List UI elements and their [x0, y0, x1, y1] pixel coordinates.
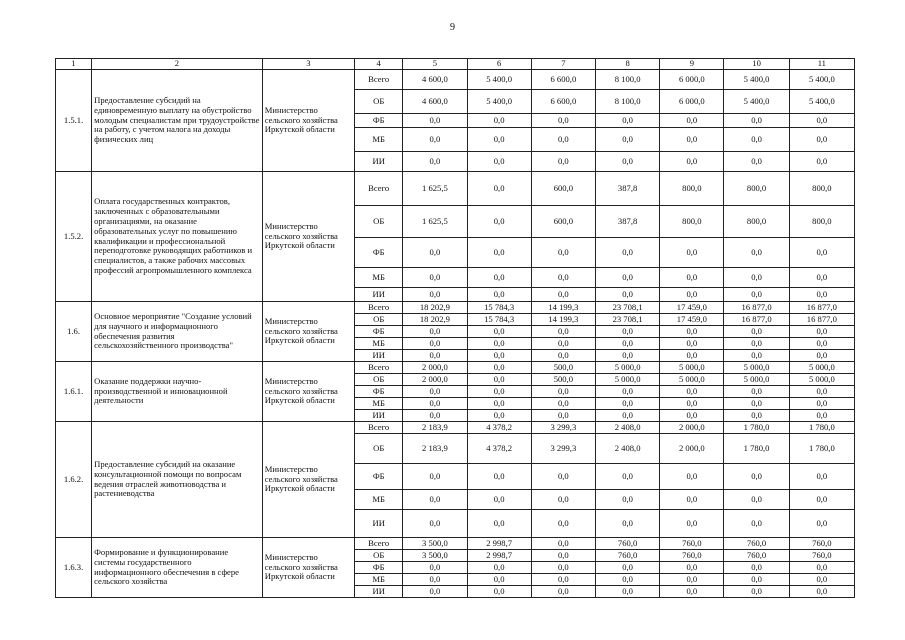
header-cell: 3: [262, 59, 354, 70]
amount-cell: 0,0: [595, 490, 659, 510]
amount-cell: 0,0: [531, 490, 595, 510]
amount-cell: 0,0: [724, 574, 789, 586]
amount-cell: 2 000,0: [660, 422, 724, 434]
amount-cell: 0,0: [595, 350, 659, 362]
funding-source: МБ: [355, 268, 403, 288]
amount-cell: 0,0: [660, 410, 724, 422]
amount-cell: 0,0: [403, 562, 467, 574]
amount-cell: 0,0: [467, 350, 531, 362]
amount-cell: 0,0: [467, 172, 531, 206]
amount-cell: 0,0: [467, 152, 531, 172]
header-cell: 9: [660, 59, 724, 70]
amount-cell: 0,0: [660, 574, 724, 586]
amount-cell: 0,0: [595, 464, 659, 490]
amount-cell: 0,0: [660, 510, 724, 538]
funding-source: ФБ: [355, 114, 403, 128]
amount-cell: 0,0: [467, 490, 531, 510]
funding-source: ФБ: [355, 464, 403, 490]
amount-cell: 0,0: [724, 238, 789, 268]
amount-cell: 0,0: [467, 574, 531, 586]
header-cell: 4: [355, 59, 403, 70]
amount-cell: 0,0: [467, 464, 531, 490]
amount-cell: 0,0: [403, 238, 467, 268]
amount-cell: 800,0: [660, 206, 724, 238]
amount-cell: 0,0: [660, 398, 724, 410]
amount-cell: 0,0: [531, 288, 595, 302]
amount-cell: 0,0: [724, 464, 789, 490]
amount-cell: 1 625,5: [403, 206, 467, 238]
amount-cell: 0,0: [724, 338, 789, 350]
measure-name: Оказание поддержки научно-производственной и инновационной деятельности: [92, 362, 263, 422]
amount-cell: 0,0: [789, 152, 854, 172]
amount-cell: 23 708,1: [595, 302, 659, 314]
amount-cell: 5 400,0: [467, 70, 531, 90]
amount-cell: 0,0: [724, 288, 789, 302]
amount-cell: 0,0: [789, 288, 854, 302]
amount-cell: 6 000,0: [660, 70, 724, 90]
amount-cell: 0,0: [660, 152, 724, 172]
amount-cell: 0,0: [467, 398, 531, 410]
header-cell: 2: [92, 59, 263, 70]
funding-source: ОБ: [355, 90, 403, 114]
amount-cell: 760,0: [660, 550, 724, 562]
amount-cell: 0,0: [660, 350, 724, 362]
amount-cell: 0,0: [403, 326, 467, 338]
amount-cell: 2 998,7: [467, 550, 531, 562]
amount-cell: 0,0: [724, 410, 789, 422]
amount-cell: 0,0: [467, 206, 531, 238]
responsible-executor: Министерство сельского хозяйства Иркутской области: [262, 422, 354, 538]
amount-cell: 800,0: [789, 172, 854, 206]
amount-cell: 0,0: [403, 338, 467, 350]
amount-cell: 0,0: [531, 152, 595, 172]
measure-name: Основное мероприятие "Создание условий для научного и информационного обеспечения развития сельскохозяйственного производства": [92, 302, 263, 362]
amount-cell: 0,0: [403, 490, 467, 510]
amount-cell: 0,0: [531, 464, 595, 490]
amount-cell: 6 600,0: [531, 70, 595, 90]
amount-cell: 0,0: [660, 562, 724, 574]
amount-cell: 0,0: [531, 338, 595, 350]
amount-cell: 0,0: [595, 338, 659, 350]
funding-source: Всего: [355, 70, 403, 90]
amount-cell: 800,0: [724, 172, 789, 206]
amount-cell: 0,0: [724, 398, 789, 410]
amount-cell: 760,0: [595, 538, 659, 550]
amount-cell: 5 400,0: [724, 90, 789, 114]
funding-source: ОБ: [355, 206, 403, 238]
amount-cell: 0,0: [789, 386, 854, 398]
amount-cell: 800,0: [789, 206, 854, 238]
amount-cell: 0,0: [789, 268, 854, 288]
amount-cell: 0,0: [724, 152, 789, 172]
amount-cell: 0,0: [724, 510, 789, 538]
amount-cell: 17 459,0: [660, 302, 724, 314]
funding-source: ИИ: [355, 350, 403, 362]
header-cell: 1: [56, 59, 92, 70]
funding-source: ИИ: [355, 510, 403, 538]
amount-cell: 0,0: [595, 562, 659, 574]
amount-cell: 2 183,9: [403, 422, 467, 434]
amount-cell: 0,0: [789, 398, 854, 410]
amount-cell: 0,0: [660, 586, 724, 598]
amount-cell: 600,0: [531, 172, 595, 206]
page-number: 9: [450, 22, 455, 33]
responsible-executor: Министерство сельского хозяйства Иркутской области: [262, 302, 354, 362]
amount-cell: 0,0: [531, 538, 595, 550]
amount-cell: 0,0: [660, 464, 724, 490]
header-cell: 7: [531, 59, 595, 70]
amount-cell: 3 500,0: [403, 538, 467, 550]
amount-cell: 0,0: [595, 410, 659, 422]
amount-cell: 0,0: [789, 562, 854, 574]
amount-cell: 0,0: [789, 490, 854, 510]
header-cell: 11: [789, 59, 854, 70]
amount-cell: 0,0: [531, 128, 595, 152]
amount-cell: 0,0: [789, 574, 854, 586]
measure-name: Формирование и функционирование системы государственного информационного обеспечения в сфере сельского хозяйства: [92, 538, 263, 598]
amount-cell: 760,0: [789, 538, 854, 550]
amount-cell: 8 100,0: [595, 70, 659, 90]
amount-cell: 18 202,9: [403, 314, 467, 326]
amount-cell: 5 000,0: [660, 374, 724, 386]
amount-cell: 0,0: [789, 114, 854, 128]
funding-source: ИИ: [355, 288, 403, 302]
amount-cell: 0,0: [595, 128, 659, 152]
amount-cell: 0,0: [403, 288, 467, 302]
row-number: 1.6.: [56, 302, 92, 362]
table-row: [56, 172, 855, 206]
amount-cell: 0,0: [403, 128, 467, 152]
amount-cell: 0,0: [403, 510, 467, 538]
amount-cell: 0,0: [789, 338, 854, 350]
amount-cell: 1 780,0: [789, 422, 854, 434]
responsible-executor: Министерство сельского хозяйства Иркутской области: [262, 538, 354, 598]
amount-cell: 0,0: [789, 510, 854, 538]
amount-cell: 0,0: [467, 362, 531, 374]
funding-source: МБ: [355, 490, 403, 510]
amount-cell: 1 780,0: [724, 434, 789, 464]
table-row: [56, 302, 855, 314]
funding-source: МБ: [355, 338, 403, 350]
amount-cell: 0,0: [403, 350, 467, 362]
amount-cell: 0,0: [531, 386, 595, 398]
funding-source: Всего: [355, 538, 403, 550]
amount-cell: 5 000,0: [595, 374, 659, 386]
amount-cell: 0,0: [724, 128, 789, 152]
amount-cell: 17 459,0: [660, 314, 724, 326]
amount-cell: 0,0: [467, 374, 531, 386]
amount-cell: 2 183,9: [403, 434, 467, 464]
amount-cell: 0,0: [467, 288, 531, 302]
responsible-executor: Министерство сельского хозяйства Иркутской области: [262, 70, 354, 172]
funding-source: Всего: [355, 362, 403, 374]
amount-cell: 0,0: [403, 586, 467, 598]
header-cell: 10: [724, 59, 789, 70]
amount-cell: 760,0: [595, 550, 659, 562]
amount-cell: 0,0: [467, 128, 531, 152]
amount-cell: 0,0: [660, 338, 724, 350]
amount-cell: 0,0: [531, 510, 595, 538]
amount-cell: 0,0: [660, 386, 724, 398]
funding-source: ФБ: [355, 562, 403, 574]
amount-cell: 387,8: [595, 172, 659, 206]
amount-cell: 16 877,0: [789, 314, 854, 326]
amount-cell: 0,0: [403, 152, 467, 172]
amount-cell: 0,0: [724, 586, 789, 598]
amount-cell: 2 000,0: [403, 362, 467, 374]
amount-cell: 5 400,0: [789, 90, 854, 114]
row-number: 1.5.1.: [56, 70, 92, 172]
funding-source: ИИ: [355, 410, 403, 422]
amount-cell: 14 199,3: [531, 314, 595, 326]
amount-cell: 5 000,0: [660, 362, 724, 374]
table-row: [56, 538, 855, 550]
amount-cell: 500,0: [531, 374, 595, 386]
amount-cell: 800,0: [724, 206, 789, 238]
amount-cell: 4 600,0: [403, 70, 467, 90]
amount-cell: 0,0: [595, 238, 659, 268]
amount-cell: 0,0: [724, 562, 789, 574]
amount-cell: 500,0: [531, 362, 595, 374]
amount-cell: 0,0: [789, 326, 854, 338]
amount-cell: 0,0: [531, 350, 595, 362]
responsible-executor: Министерство сельского хозяйства Иркутской области: [262, 362, 354, 422]
table-body: [56, 59, 855, 598]
amount-cell: 0,0: [403, 386, 467, 398]
amount-cell: 23 708,1: [595, 314, 659, 326]
amount-cell: 0,0: [531, 114, 595, 128]
amount-cell: 0,0: [724, 386, 789, 398]
amount-cell: 0,0: [531, 326, 595, 338]
amount-cell: 0,0: [789, 410, 854, 422]
amount-cell: 5 400,0: [467, 90, 531, 114]
amount-cell: 0,0: [660, 288, 724, 302]
amount-cell: 0,0: [467, 114, 531, 128]
amount-cell: 0,0: [724, 350, 789, 362]
amount-cell: 0,0: [789, 464, 854, 490]
amount-cell: 0,0: [660, 490, 724, 510]
measure-name: Предоставление субсидий на оказание консультационной помощи по вопросам ведения отраслей животноводства и растениеводства: [92, 422, 263, 538]
amount-cell: 16 877,0: [724, 302, 789, 314]
amount-cell: 15 784,3: [467, 302, 531, 314]
funding-source: ФБ: [355, 386, 403, 398]
amount-cell: 5 000,0: [724, 374, 789, 386]
amount-cell: 0,0: [403, 268, 467, 288]
amount-cell: 0,0: [595, 510, 659, 538]
amount-cell: 0,0: [531, 238, 595, 268]
funding-source: ОБ: [355, 314, 403, 326]
amount-cell: 5 000,0: [789, 374, 854, 386]
amount-cell: 0,0: [595, 386, 659, 398]
amount-cell: 0,0: [595, 574, 659, 586]
amount-cell: 0,0: [467, 410, 531, 422]
amount-cell: 800,0: [660, 172, 724, 206]
funding-source: МБ: [355, 128, 403, 152]
amount-cell: 0,0: [467, 268, 531, 288]
amount-cell: 0,0: [595, 326, 659, 338]
amount-cell: 4 378,2: [467, 422, 531, 434]
amount-cell: 0,0: [789, 586, 854, 598]
amount-cell: 5 000,0: [789, 362, 854, 374]
amount-cell: 5 400,0: [789, 70, 854, 90]
amount-cell: 2 408,0: [595, 434, 659, 464]
amount-cell: 0,0: [660, 128, 724, 152]
measure-name: Оплата государственных контрактов, заключенных с образовательными организациями, на оказание образовательных услуг по повышению квалификации и профессиональной переподготовке руководящих работников и специалистов, а также рабочих массовых профессий агропромышленного комплекса: [92, 172, 263, 302]
amount-cell: 6 000,0: [660, 90, 724, 114]
amount-cell: 0,0: [531, 398, 595, 410]
funding-source: ОБ: [355, 550, 403, 562]
funding-source: ОБ: [355, 374, 403, 386]
funding-source: ИИ: [355, 586, 403, 598]
amount-cell: 0,0: [531, 586, 595, 598]
row-number: 1.6.2.: [56, 422, 92, 538]
amount-cell: 15 784,3: [467, 314, 531, 326]
amount-cell: 5 400,0: [724, 70, 789, 90]
amount-cell: 0,0: [531, 574, 595, 586]
row-number: 1.6.1.: [56, 362, 92, 422]
funding-source: Всего: [355, 172, 403, 206]
amount-cell: 1 780,0: [789, 434, 854, 464]
amount-cell: 2 000,0: [403, 374, 467, 386]
measure-name: Предоставление субсидий на единовременную выплату на обустройство молодым специалистам при трудоустройстве на работу, с учетом налога на доходы физических лиц: [92, 70, 263, 172]
amount-cell: 0,0: [595, 268, 659, 288]
funding-source: ИИ: [355, 152, 403, 172]
amount-cell: 0,0: [403, 114, 467, 128]
amount-cell: 0,0: [531, 410, 595, 422]
amount-cell: 6 600,0: [531, 90, 595, 114]
amount-cell: 0,0: [403, 398, 467, 410]
amount-cell: 14 199,3: [531, 302, 595, 314]
amount-cell: 0,0: [467, 386, 531, 398]
amount-cell: 0,0: [403, 410, 467, 422]
amount-cell: 2 000,0: [660, 434, 724, 464]
amount-cell: 0,0: [403, 464, 467, 490]
header-cell: 6: [467, 59, 531, 70]
amount-cell: 3 299,3: [531, 422, 595, 434]
funding-source: Всего: [355, 302, 403, 314]
amount-cell: 0,0: [595, 114, 659, 128]
amount-cell: 5 000,0: [595, 362, 659, 374]
funding-source: МБ: [355, 398, 403, 410]
amount-cell: 760,0: [724, 550, 789, 562]
amount-cell: 0,0: [660, 268, 724, 288]
table-row: [56, 422, 855, 434]
amount-cell: 0,0: [467, 338, 531, 350]
amount-cell: 4 378,2: [467, 434, 531, 464]
table-row: [56, 362, 855, 374]
amount-cell: 0,0: [724, 114, 789, 128]
amount-cell: 0,0: [724, 268, 789, 288]
amount-cell: 0,0: [595, 586, 659, 598]
amount-cell: 0,0: [531, 562, 595, 574]
amount-cell: 0,0: [467, 586, 531, 598]
amount-cell: 0,0: [531, 550, 595, 562]
header-cell: 5: [403, 59, 467, 70]
funding-source: ФБ: [355, 326, 403, 338]
amount-cell: 3 500,0: [403, 550, 467, 562]
amount-cell: 8 100,0: [595, 90, 659, 114]
amount-cell: 4 600,0: [403, 90, 467, 114]
amount-cell: 0,0: [467, 326, 531, 338]
amount-cell: 0,0: [467, 510, 531, 538]
row-number: 1.5.2.: [56, 172, 92, 302]
amount-cell: 0,0: [595, 152, 659, 172]
amount-cell: 1 780,0: [724, 422, 789, 434]
amount-cell: 600,0: [531, 206, 595, 238]
amount-cell: 16 877,0: [789, 302, 854, 314]
amount-cell: 760,0: [789, 550, 854, 562]
amount-cell: 0,0: [403, 574, 467, 586]
amount-cell: 0,0: [789, 238, 854, 268]
amount-cell: 0,0: [660, 114, 724, 128]
amount-cell: 16 877,0: [724, 314, 789, 326]
amount-cell: 0,0: [467, 238, 531, 268]
funding-source: ОБ: [355, 434, 403, 464]
amount-cell: 0,0: [789, 350, 854, 362]
funding-source: ФБ: [355, 238, 403, 268]
amount-cell: 387,8: [595, 206, 659, 238]
table-row: [56, 70, 855, 90]
amount-cell: 0,0: [595, 288, 659, 302]
amount-cell: 0,0: [789, 128, 854, 152]
responsible-executor: Министерство сельского хозяйства Иркутской области: [262, 172, 354, 302]
amount-cell: 0,0: [660, 326, 724, 338]
amount-cell: 760,0: [660, 538, 724, 550]
amount-cell: 0,0: [660, 238, 724, 268]
amount-cell: 760,0: [724, 538, 789, 550]
amount-cell: 0,0: [595, 398, 659, 410]
amount-cell: 0,0: [724, 326, 789, 338]
amount-cell: 0,0: [724, 490, 789, 510]
funding-source: Всего: [355, 422, 403, 434]
amount-cell: 2 998,7: [467, 538, 531, 550]
header-cell: 8: [595, 59, 659, 70]
amount-cell: 18 202,9: [403, 302, 467, 314]
amount-cell: 3 299,3: [531, 434, 595, 464]
row-number: 1.6.3.: [56, 538, 92, 598]
amount-cell: 2 408,0: [595, 422, 659, 434]
amount-cell: 0,0: [467, 562, 531, 574]
header-row: [56, 59, 855, 70]
amount-cell: 0,0: [531, 268, 595, 288]
budget-table: [55, 58, 855, 598]
amount-cell: 1 625,5: [403, 172, 467, 206]
funding-source: МБ: [355, 574, 403, 586]
amount-cell: 5 000,0: [724, 362, 789, 374]
